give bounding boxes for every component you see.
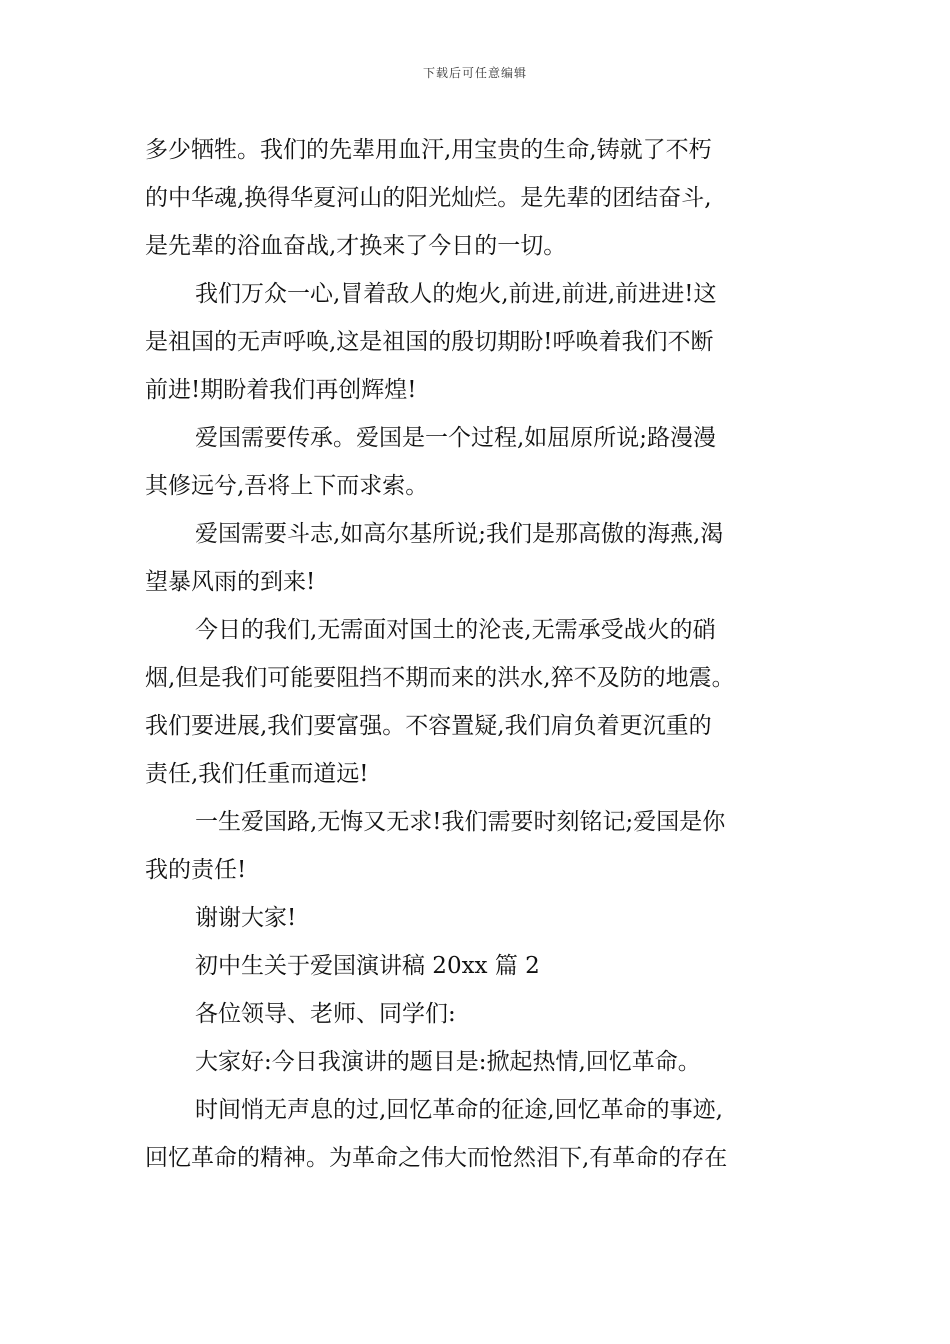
text-line: 我的责任! — [145, 857, 247, 883]
text-line: 谢谢大家! — [195, 905, 297, 931]
text-line: 时间悄无声息的过,回忆革命的征途,回忆革命的事迹, — [195, 1097, 723, 1123]
text-line: 是祖国的无声呼唤,这是祖国的殷切期盼!呼唤着我们不断 — [145, 329, 714, 355]
text-line: 责任,我们任重而道远! — [145, 761, 369, 787]
text-line: 回忆革命的精神。为革命之伟大而怆然泪下,有革命的存在 — [145, 1145, 728, 1171]
text-line: 其修远兮,吾将上下而求索。 — [145, 473, 429, 499]
text-line: 望暴风雨的到来! — [145, 569, 316, 595]
text-line: 多少牺牲。我们的先辈用血汗,用宝贵的生命,铸就了不朽 — [145, 137, 712, 163]
text-line: 的中华魂,换得华夏河山的阳光灿烂。是先辈的团结奋斗, — [145, 185, 712, 211]
text-line: 爱国需要传承。爱国是一个过程,如屈原所说;路漫漫 — [195, 425, 717, 451]
text-line: 今日的我们,无需面对国土的沦丧,无需承受战火的硝 — [195, 617, 716, 643]
text-line: 初中生关于爱国演讲稿 20xx 篇 2 — [195, 953, 540, 979]
text-line: 爱国需要斗志,如高尔基所说;我们是那高傲的海燕,渴 — [195, 521, 724, 547]
document-body — [145, 126, 815, 1182]
text-line: 前进!期盼着我们再创辉煌! — [145, 377, 417, 403]
text-line: 各位领导、老师、同学们: — [195, 1001, 456, 1027]
text-line: 大家好:今日我演讲的题目是:掀起热情,回忆革命。 — [195, 1049, 701, 1075]
text-line: 我们万众一心,冒着敌人的炮火,前进,前进,前进进!这 — [195, 281, 717, 307]
text-line: 是先辈的浴血奋战,才换来了今日的一切。 — [145, 233, 567, 259]
text-line: 烟,但是我们可能要阻挡不期而来的洪水,猝不及防的地震。 — [145, 665, 735, 691]
text-line: 我们要进展,我们要富强。不容置疑,我们肩负着更沉重的 — [145, 713, 712, 739]
page-header: 下载后可任意编辑 — [422, 66, 527, 80]
text-line: 一生爱国路,无悔又无求!我们需要时刻铭记;爱国是你 — [195, 809, 726, 835]
